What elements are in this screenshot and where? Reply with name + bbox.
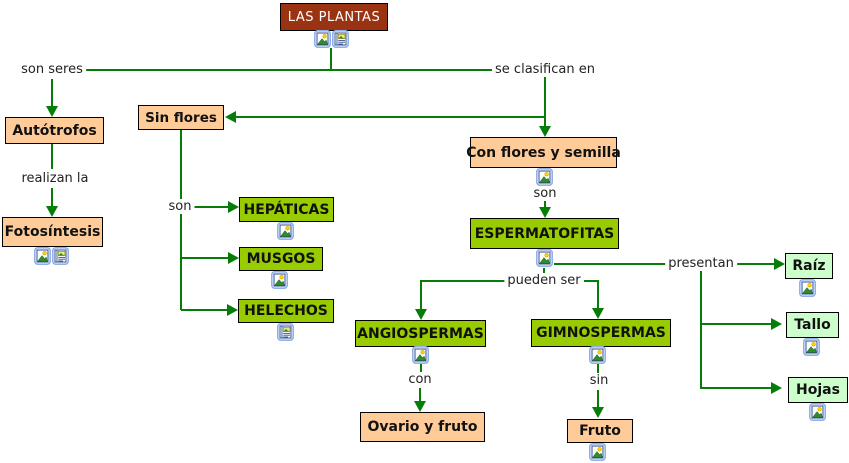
arrowhead [227,304,238,316]
connector-line [701,387,771,389]
link-label-pueden-ser[interactable]: pueden ser [504,273,583,288]
image-resource-icon[interactable] [314,30,331,48]
document-resource-icon[interactable] [52,247,69,265]
node-las-plantas[interactable]: LAS PLANTAS [280,3,388,31]
connector-line [51,188,53,206]
link-label-son-right[interactable]: son [531,186,560,201]
node-helechos[interactable]: HELECHOS [238,299,334,323]
node-autotrofos[interactable]: Autótrofos [5,117,104,144]
arrowhead [225,111,236,123]
link-label-son-seres[interactable]: son seres [18,62,86,77]
connector-line [330,48,332,70]
image-resource-icon[interactable] [271,271,288,289]
connector-line [51,144,53,169]
connector-line [597,364,599,373]
image-resource-icon[interactable] [277,222,294,240]
node-fotosintesis[interactable]: Fotosíntesis [2,217,103,247]
image-resource-icon[interactable] [589,346,606,364]
link-label-se-clasifican[interactable]: se clasifican en [492,62,598,77]
connector-line [597,390,599,407]
image-resource-icon[interactable] [809,403,826,421]
connector-line [236,116,545,118]
arrowhead [46,206,58,217]
image-resource-icon[interactable] [412,346,429,364]
link-label-sin[interactable]: sin [587,373,612,388]
image-resource-icon[interactable] [799,279,816,297]
node-ovario-y-fruto[interactable]: Ovario y fruto [360,412,485,442]
arrowhead [539,207,551,218]
link-label-con[interactable]: con [405,372,434,387]
node-con-flores-y-semilla[interactable]: Con flores y semilla [470,137,617,168]
connector-line [701,323,771,325]
image-resource-icon[interactable] [34,247,51,265]
arrowhead [592,407,604,418]
document-resource-icon[interactable] [277,323,294,341]
arrowhead [46,106,58,117]
arrowhead [771,382,782,394]
image-resource-icon[interactable] [589,443,606,461]
arrowhead [414,401,426,412]
connector-line [737,263,774,265]
node-tallo[interactable]: Tallo [786,312,839,338]
node-sin-flores[interactable]: Sin flores [138,105,224,130]
image-resource-icon[interactable] [536,168,553,186]
connector-line [181,257,228,259]
link-label-realizan-la[interactable]: realizan la [19,171,92,186]
connector-line [421,280,506,282]
connector-line [86,69,498,71]
connector-line [419,388,421,401]
node-hojas[interactable]: Hojas [788,377,848,403]
connector-line [51,79,53,106]
arrowhead [592,308,604,319]
arrowhead [771,318,782,330]
connector-line [544,77,546,126]
connector-line [554,263,666,265]
document-resource-icon[interactable] [332,30,349,48]
link-label-presentan[interactable]: presentan [665,256,737,271]
connector-line [181,309,227,311]
node-hepaticas[interactable]: HEPÁTICAS [239,197,334,222]
node-gimnospermas[interactable]: GIMNOSPERMAS [531,319,671,347]
arrowhead [228,252,239,264]
arrowhead [539,126,551,137]
node-espermatofitas[interactable]: ESPERMATOFITAS [470,218,619,249]
node-angiospermas[interactable]: ANGIOSPERMAS [355,320,486,347]
connector-line [180,130,182,310]
connector-line [584,280,598,282]
image-resource-icon[interactable] [803,338,820,356]
image-resource-icon[interactable] [536,249,553,267]
arrowhead [415,309,427,320]
link-label-son-left[interactable]: son [166,199,195,214]
connector-line [597,280,599,308]
node-fruto[interactable]: Fruto [567,419,633,443]
connector-line [420,364,422,372]
connector-line [700,271,702,389]
connector-line [420,280,422,309]
node-musgos[interactable]: MUSGOS [239,247,323,271]
arrowhead [774,258,785,270]
node-raiz[interactable]: Raíz [785,253,833,279]
arrowhead [228,201,239,213]
